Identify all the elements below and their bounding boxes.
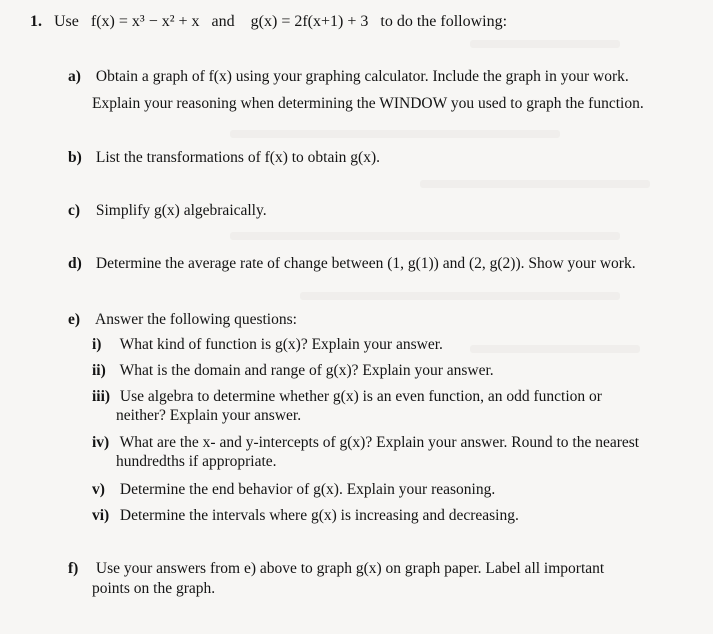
part-e-text: Answer the following questions: (95, 311, 297, 328)
sub-item-iv (92, 433, 639, 452)
header-tail: to do the following: (380, 13, 508, 30)
sub-item-iii-cont (116, 406, 301, 425)
f-definition: f(x) = x³ − x² + x (90, 13, 200, 30)
part-f (68, 559, 604, 578)
part-b-label: b) (68, 149, 82, 166)
sub-item-label: i) (92, 336, 102, 353)
part-b (68, 148, 380, 167)
part-a-line1: Obtain a graph of f(x) using your graphing calculator. Include the graph in your work. (95, 68, 629, 85)
part-c-text: Simplify g(x) algebraically. (95, 202, 267, 219)
question-header (30, 12, 507, 31)
sub-item-text: What are the x- and y-intercepts of g(x)? Explain your answer. Round to the nearest (119, 434, 640, 451)
part-a-label: a) (68, 68, 81, 85)
sub-item-vi (92, 506, 519, 525)
part-d-text: Determine the average rate of change between (1, g(1)) and (2, g(2)). Show your work. (95, 255, 636, 272)
part-c (68, 201, 267, 220)
part-f-line1: Use your answers from e) above to graph g(x) on graph paper. Label all important (95, 560, 605, 577)
part-c-label: c) (68, 202, 81, 219)
and-text: and (211, 13, 235, 30)
part-a-line2: Explain your reasoning when determining the WINDOW you used to graph the function. (92, 95, 644, 112)
g-definition: g(x) = 2f(x+1) + 3 (250, 13, 369, 30)
part-a-cont (92, 94, 644, 113)
part-f-label: f) (68, 560, 79, 577)
part-d (68, 254, 636, 273)
sub-item-text: Determine the end behavior of g(x). Explain your reasoning. (119, 481, 496, 498)
part-e-label: e) (68, 311, 81, 328)
part-b-text: List the transformations of f(x) to obtain g(x). (95, 149, 380, 166)
sub-item-v (92, 480, 495, 499)
sub-item-text: What kind of function is g(x)? Explain your answer. (119, 336, 443, 353)
sub-item-iii (92, 387, 602, 406)
question-number: 1. (30, 13, 42, 30)
part-a (68, 67, 629, 86)
sub-item-ii (92, 361, 494, 380)
sub-item-label: v) (92, 481, 105, 498)
sub-item-text: neither? Explain your answer. (116, 407, 302, 424)
sub-item-label: vi) (92, 507, 110, 524)
sub-item-label: iv) (92, 434, 110, 451)
intro-text: Use (54, 13, 79, 30)
sub-item-text: hundredths if appropriate. (116, 453, 277, 470)
part-f-cont (92, 579, 215, 598)
sub-item-label: ii) (92, 362, 106, 379)
sub-item-text: What is the domain and range of g(x)? Explain your answer. (119, 362, 494, 379)
sub-item-text: Use algebra to determine whether g(x) is an even function, an odd function or (119, 388, 602, 405)
sub-item-label: iii) (92, 388, 111, 405)
part-f-line2: points on the graph. (92, 580, 216, 597)
sub-item-i (92, 335, 443, 354)
sub-item-iv-cont (116, 452, 277, 471)
part-d-label: d) (68, 255, 82, 272)
part-e (68, 310, 297, 329)
sub-item-text: Determine the intervals where g(x) is increasing and decreasing. (119, 507, 519, 524)
